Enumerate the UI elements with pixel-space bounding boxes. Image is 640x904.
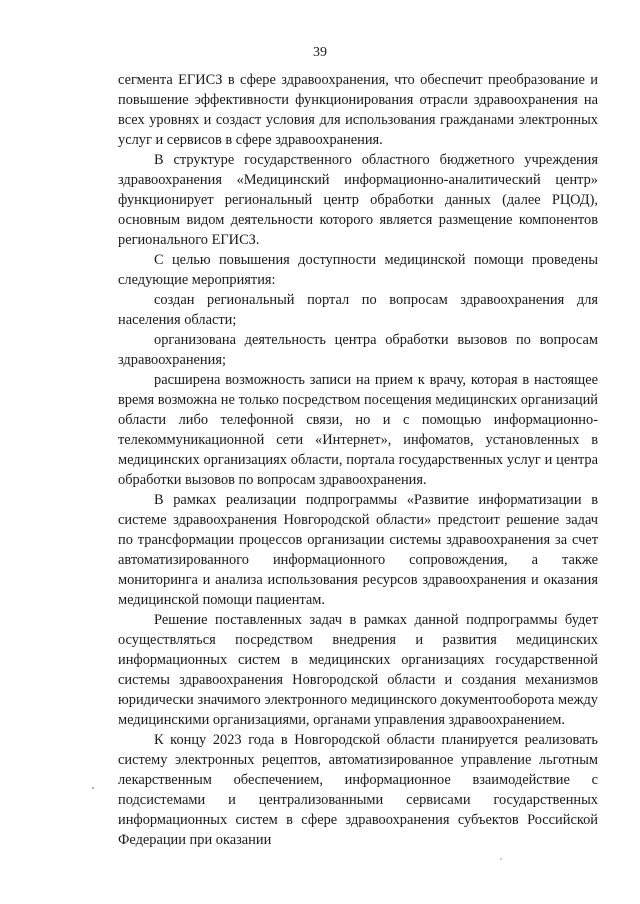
paragraph: С целью повышения доступности медицинской помощи проведены следующие мероприятия:	[118, 252, 598, 288]
paragraph: В структуре государственного областного бюджетного учреждения здравоохранения «Медицинский информационно-аналитический центр» функционирует региональный центр обработки данных (далее РЦОД), основным видом деятельности которого является размещение компонентов регионального ЕГИСЗ.	[118, 152, 598, 248]
paragraph: сегмента ЕГИСЗ в сфере здравоохранения, что обеспечит преобразование и повышение эффективности функционирования отрасли здравоохранения на всех уровнях и создаст условия для использования гражданами электронных услуг и сервисов в сфере здравоохранения.	[118, 72, 598, 148]
page-number: 39	[313, 45, 327, 60]
paragraph: К концу 2023 года в Новгородской области планируется реализовать систему электронных рецептов, автоматизированное управление льготным лекарственным обеспечением, информационное взаимодействие с подсистемами и централизованными сервисами государственных информационных систем в сфере здравоохранения субъектов Российской Федерации при оказании	[118, 732, 598, 848]
paragraph: создан региональный портал по вопросам здравоохранения для населения области;	[118, 292, 598, 328]
scan-speck	[92, 787, 94, 789]
paragraph: В рамках реализации подпрограммы «Развитие информатизации в системе здравоохранения Новгородской области» предстоит решение задач по трансформации процессов организации системы здравоохранения за счет автоматизированного информационного сопровождения, а также мониторинга и анализа использования ресурсов здравоохранения и оказания медицинской помощи пациентам.	[118, 492, 598, 608]
document-body	[118, 70, 598, 850]
scan-speck	[500, 858, 502, 860]
paragraph: организована деятельность центра обработки вызовов по вопросам здравоохранения;	[118, 332, 598, 368]
paragraph: Решение поставленных задач в рамках данной подпрограммы будет осуществляться посредством внедрения и развития медицинских информационных систем в медицинских организациях государственной системы здравоохранения Новгородской области и создания механизмов юридически значимого электронного медицинского документооборота между медицинскими организациями, органами управления здравоохранением.	[118, 612, 598, 728]
paragraph: расширена возможность записи на прием к врачу, которая в настоящее время возможна не только посредством посещения медицинских организаций области либо телефонной связи, но и с помощью информационно-телекоммуникационной сети «Интернет», инфоматов, установленных в медицинских организациях области, портала государственных услуг и центра обработки вызовов по вопросам здравоохранения.	[118, 372, 598, 488]
